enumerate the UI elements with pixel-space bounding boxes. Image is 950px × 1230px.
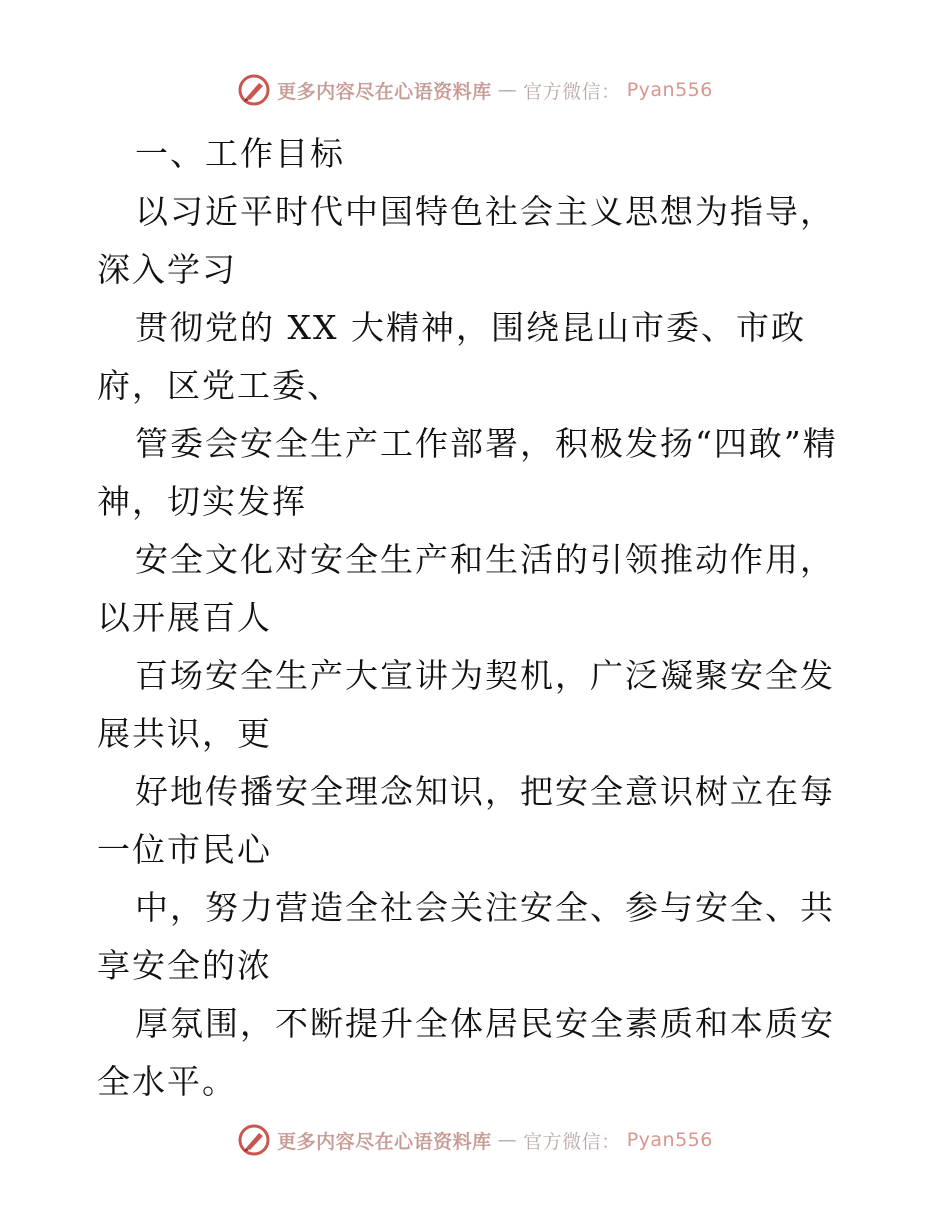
pen-logo-icon bbox=[237, 73, 271, 107]
footer-watermark bbox=[0, 1122, 950, 1158]
body-paragraph: 以习近平时代中国特色社会主义思想为指导，深入学习 bbox=[97, 192, 835, 289]
section-heading: 一、工作目标 bbox=[135, 134, 345, 173]
body-paragraph: 安全文化对安全生产和生活的引领推动作用，以开展百人 bbox=[97, 540, 835, 637]
body-paragraph: 中，努力营造全社会关注安全、参与安全、共享安全的浓 bbox=[97, 888, 835, 985]
watermark-wechat-id: Pyan556 bbox=[626, 79, 713, 101]
watermark-label: 官方微信： bbox=[523, 1130, 621, 1153]
header-watermark bbox=[0, 72, 950, 108]
document-body bbox=[97, 125, 857, 1111]
body-paragraph: 好地传播安全理念知识，把安全意识树立在每一位市民心 bbox=[97, 772, 835, 869]
watermark-dash: — bbox=[497, 79, 518, 101]
body-paragraph: 厚氛围，不断提升全体居民安全素质和本质安全水平。 bbox=[97, 1004, 835, 1101]
watermark-label: 官方微信： bbox=[523, 80, 621, 103]
watermark-main-text: 更多内容尽在心语资料库 bbox=[277, 1130, 492, 1153]
body-paragraph: 贯彻党的 XX 大精神，围绕昆山市委、市政府，区党工委、 bbox=[97, 308, 806, 405]
watermark-dash: — bbox=[497, 1129, 518, 1151]
body-paragraph: 百场安全生产大宣讲为契机，广泛凝聚安全发展共识，更 bbox=[97, 656, 835, 753]
watermark-wechat-id: Pyan556 bbox=[626, 1129, 713, 1151]
watermark-main-text: 更多内容尽在心语资料库 bbox=[277, 80, 492, 103]
body-paragraph: 管委会安全生产工作部署，积极发扬“四敢”精神，切实发挥 bbox=[97, 424, 838, 521]
pen-logo-icon bbox=[237, 1123, 271, 1157]
